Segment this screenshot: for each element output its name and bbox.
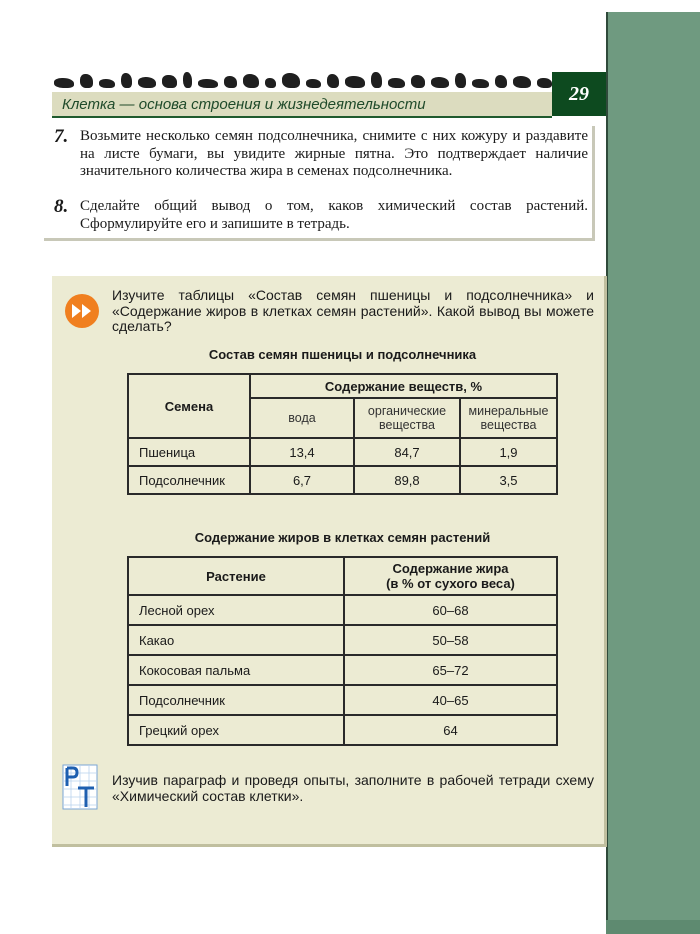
fat-value: 65–72 xyxy=(344,655,557,685)
table-row xyxy=(128,595,557,625)
plant-name: Кокосовая пальма xyxy=(128,655,344,685)
plant-name: Лесной орех xyxy=(128,595,344,625)
fat-value: 64 xyxy=(344,715,557,745)
fast-forward-icon xyxy=(65,294,99,328)
chapter-title: Клетка — основа строения и жизнедеятельности xyxy=(62,95,426,113)
study-instruction: Изучите таблицы «Состав семян пшеницы и подсолнечника» и «Содержание жиров в клетках семян растений». Какой вывод вы можете сделать? xyxy=(112,287,594,334)
animal-silhouettes-decoration xyxy=(54,70,552,88)
seed-name: Пшеница xyxy=(128,438,250,466)
header-seeds: Семена xyxy=(128,374,250,438)
header-substance-content: Содержание веществ, % xyxy=(250,374,557,398)
table-row xyxy=(128,466,557,494)
tasks-block xyxy=(44,126,595,241)
table-row xyxy=(128,625,557,655)
table-row xyxy=(128,655,557,685)
organic-value: 84,7 xyxy=(354,438,460,466)
fat-content-table xyxy=(127,556,558,746)
fat-value: 60–68 xyxy=(344,595,557,625)
page-edge-band xyxy=(606,12,700,934)
task-text: Сделайте общий вывод о том, каков химический состав растений. Сформулируйте его и запишите в тетрадь. xyxy=(80,198,588,232)
task-number: 8. xyxy=(54,196,69,217)
table-row xyxy=(128,715,557,745)
table-row xyxy=(128,438,557,466)
task-item xyxy=(54,198,588,233)
plant-name: Грецкий орех xyxy=(128,715,344,745)
chapter-header xyxy=(52,92,552,118)
seed-name: Подсолнечник xyxy=(128,466,250,494)
page-edge-band-bottom xyxy=(606,920,700,934)
organic-value: 89,8 xyxy=(354,466,460,494)
subheader-mineral: минеральные вещества xyxy=(460,398,557,438)
fat-value: 40–65 xyxy=(344,685,557,715)
subheader-organic: органические вещества xyxy=(354,398,460,438)
plant-name: Подсолнечник xyxy=(128,685,344,715)
plant-name: Какао xyxy=(128,625,344,655)
workbook-assignment: Изучив параграф и проведя опыты, заполните в рабочей тетради схему «Химический состав клетки». xyxy=(112,772,594,804)
page-number-badge: 29 xyxy=(552,72,606,116)
task-item xyxy=(54,128,588,181)
seed-composition-table xyxy=(127,373,558,495)
table2-title: Содержание жиров в клетках семян растений xyxy=(194,530,491,545)
water-value: 13,4 xyxy=(250,438,354,466)
mineral-value: 1,9 xyxy=(460,438,557,466)
mineral-value: 3,5 xyxy=(460,466,557,494)
table1-title: Состав семян пшеницы и подсолнечника xyxy=(208,347,477,362)
header-plant: Растение xyxy=(128,557,344,595)
fat-value: 50–58 xyxy=(344,625,557,655)
header-fat-content: Содержание жира (в % от сухого веса) xyxy=(344,557,557,595)
water-value: 6,7 xyxy=(250,466,354,494)
table-row xyxy=(128,685,557,715)
task-text: Возьмите несколько семян подсолнечника, снимите с них кожуру и раздавите на листе бумаги, вы увидите жирные пятна. Это подтверждает наличие значительного количества жира в семенах подсолнечника. xyxy=(80,128,588,179)
subheader-water: вода xyxy=(250,398,354,438)
workbook-rt-icon xyxy=(62,764,98,810)
task-number: 7. xyxy=(54,126,69,147)
